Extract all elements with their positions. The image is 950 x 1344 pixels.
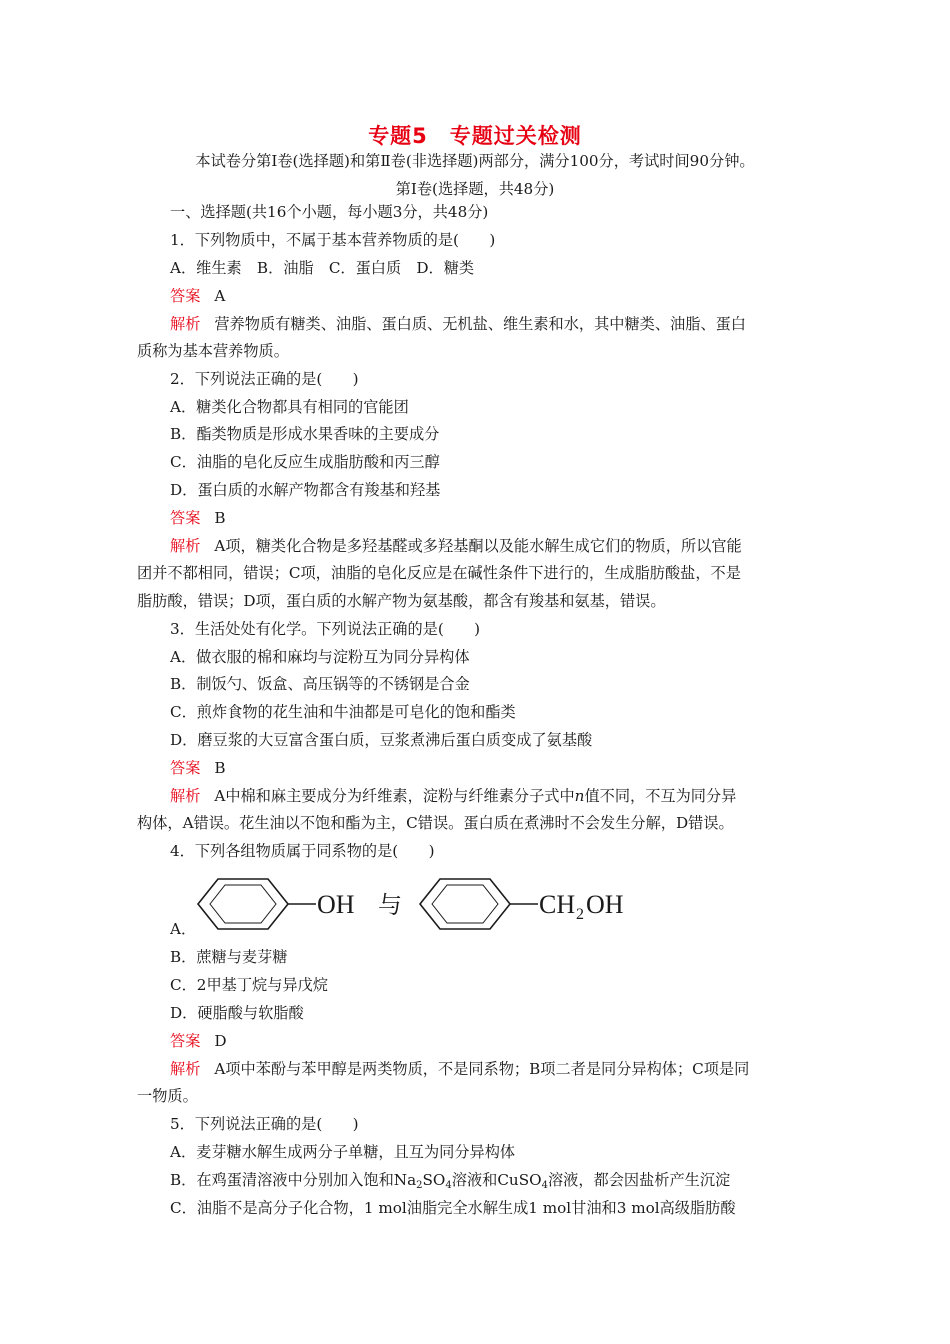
- q2-option-a: A．糖类化合物都具有相同的官能团: [170, 398, 409, 416]
- q4-option-d: D．硬脂酸与软脂酸: [170, 1004, 304, 1022]
- answer-label: 答案: [170, 287, 201, 305]
- q3-analysis-text-1a: A中棉和麻主要成分为纤维素，淀粉与纤维素分子式中: [214, 787, 575, 805]
- q1-analysis: [170, 314, 746, 334]
- q4-structural-formula: [190, 872, 650, 936]
- answer-label: 答案: [170, 509, 201, 527]
- page-title: 专题5 专题过关检测: [368, 124, 582, 148]
- q2-option-d: D．蛋白质的水解产物都含有羧基和羟基: [170, 481, 441, 499]
- part1-header: 第Ⅰ卷(选择题，共48分): [395, 180, 555, 198]
- q3-option-d: D．磨豆浆的大豆富含蛋白质，豆浆煮沸后蛋白质变成了氨基酸: [170, 731, 593, 749]
- q5-option-b-text-3: 溶液和CuSO: [451, 1171, 542, 1189]
- subscript: 2: [416, 1180, 423, 1191]
- benzene-ring-left: [198, 879, 288, 929]
- analysis-label: 解析: [170, 787, 201, 805]
- q5-option-a: A．麦芽糖水解生成两分子单糖，且互为同分异构体: [170, 1143, 516, 1161]
- q3-option-b: B．制饭勺、饭盒、高压锅等的不锈钢是合金: [170, 675, 470, 693]
- q5-option-b-text-2: SO: [422, 1171, 446, 1189]
- q4-analysis-text-2: 一物质。: [137, 1087, 198, 1105]
- analysis-label: 解析: [170, 1060, 201, 1078]
- benzene-ring-right: [420, 879, 510, 929]
- q2-option-b: B．酯类物质是形成水果香味的主要成分: [170, 425, 440, 443]
- q4-answer: [170, 1031, 227, 1051]
- q5-option-b-text-1: B．在鸡蛋清溶液中分别加入饱和Na: [170, 1171, 417, 1189]
- q2-analysis-text-3: 脂肪酸，错误；D项，蛋白质的水解产物为氨基酸，都含有羧基和氨基，错误。: [137, 592, 666, 610]
- benzene-rings-figure: [190, 872, 650, 936]
- q1-answer-value: A: [214, 287, 226, 305]
- section1-header: 一、选择题(共16个小题，每小题3分，共48分): [170, 203, 489, 221]
- q2-analysis: [170, 536, 742, 556]
- q3-option-c: C．煎炸食物的花生油和牛油都是可皂化的饱和酯类: [170, 703, 516, 721]
- analysis-label: 解析: [170, 537, 201, 555]
- formula-right-sub: 2: [576, 906, 584, 923]
- q4-option-b: B．蔗糖与麦芽糖: [170, 948, 288, 966]
- q4-answer-value: D: [214, 1032, 227, 1050]
- q5-stem: 5．下列说法正确的是( ): [170, 1115, 359, 1133]
- q1-analysis-text-2: 质称为基本营养物质。: [137, 342, 289, 360]
- q3-answer-value: B: [214, 759, 226, 777]
- q4-analysis: [170, 1059, 749, 1079]
- q3-analysis: [170, 786, 736, 806]
- q3-option-a: A．做衣服的棉和麻均与淀粉互为同分异构体: [170, 648, 470, 666]
- formula-right-oh: OH: [586, 890, 624, 919]
- formula-left-oh: OH: [317, 890, 355, 919]
- q5-option-c: C．油脂不是高分子化合物，1 mol油脂完全水解生成1 mol甘油和3 mol高级脂肪酸: [170, 1199, 736, 1217]
- formula-right-ch: CH: [539, 890, 576, 919]
- q1-stem: 1．下列物质中，不属于基本营养物质的是( ): [170, 231, 496, 249]
- q3-analysis-text-2: 构体，A错误。花生油以不饱和酯为主，C错误。蛋白质在煮沸时不会发生分解，D错误。: [137, 814, 734, 832]
- q2-option-c: C．油脂的皂化反应生成脂肪酸和丙三醇: [170, 453, 440, 471]
- q4-option-a: A．: [170, 920, 197, 938]
- q4-stem: 4．下列各组物质属于同系物的是( ): [170, 842, 435, 860]
- answer-label: 答案: [170, 759, 201, 777]
- q3-analysis-text-1b: 值不同，不互为同分异: [584, 787, 737, 805]
- q2-stem: 2．下列说法正确的是( ): [170, 370, 359, 388]
- q3-stem: 3．生活处处有化学。下列说法正确的是( ): [170, 620, 481, 638]
- intro-text: 本试卷分第Ⅰ卷(选择题)和第Ⅱ卷(非选择题)两部分，满分100分，考试时间90分钟。: [195, 152, 755, 170]
- answer-label: 答案: [170, 1032, 201, 1050]
- q3-answer: [170, 758, 226, 778]
- q2-analysis-text-1: A项，糖类化合物是多羟基醛或多羟基酮以及能水解生成它们的物质，所以官能: [214, 537, 742, 555]
- q3-analysis-var: n: [574, 787, 585, 805]
- q1-answer: [170, 286, 225, 306]
- q2-answer: [170, 508, 226, 528]
- q4-option-c: C．2甲基丁烷与异戊烷: [170, 976, 328, 994]
- q5-option-b-text-4: 溶液，都会因盐析产生沉淀: [547, 1171, 731, 1189]
- analysis-label: 解析: [170, 315, 201, 333]
- subscript: 4: [445, 1180, 452, 1191]
- q2-analysis-text-2: 团并不都相同，错误；C项，油脂的皂化反应是在碱性条件下进行的，生成脂肪酸盐，不是: [137, 564, 741, 582]
- q5-option-b: [170, 1170, 730, 1196]
- q1-analysis-text-1: 营养物质有糖类、油脂、蛋白质、无机盐、维生素和水，其中糖类、油脂、蛋白: [214, 315, 746, 333]
- q2-answer-value: B: [214, 509, 226, 527]
- formula-connector: 与: [378, 891, 402, 919]
- subscript: 4: [541, 1180, 548, 1191]
- q1-options: A．维生素 B．油脂 C．蛋白质 D．糖类: [170, 259, 475, 277]
- q4-analysis-text-1: A项中苯酚与苯甲醇是两类物质，不是同系物；B项二者是同分异构体；C项是同: [214, 1060, 750, 1078]
